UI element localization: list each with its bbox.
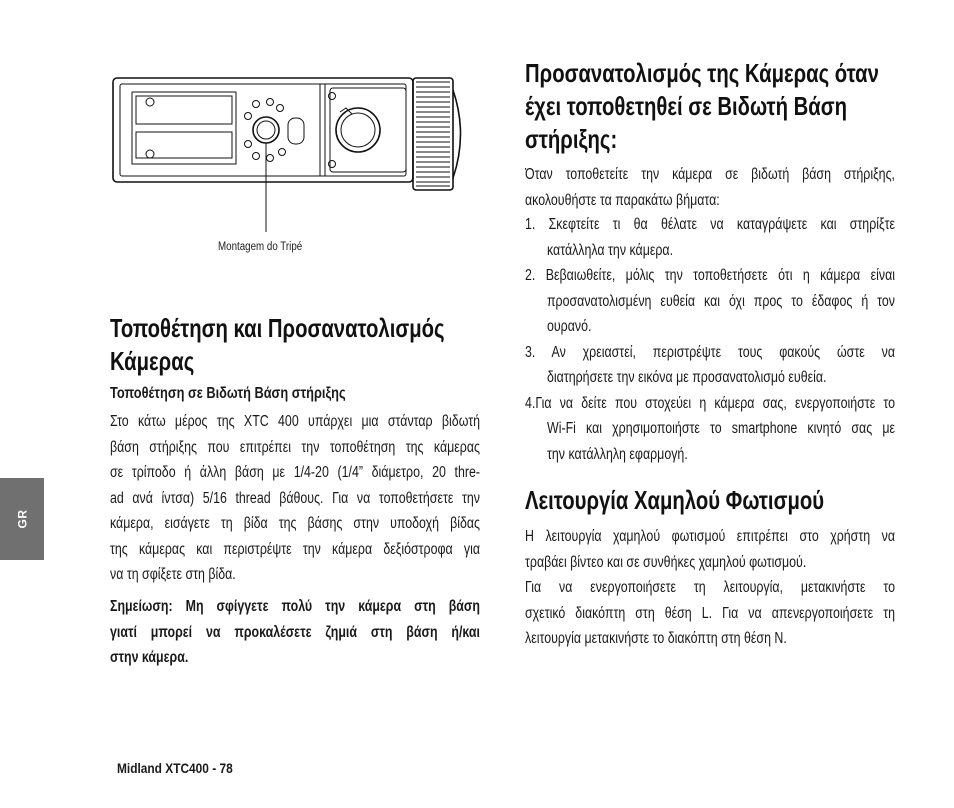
heading-line: Κάμερας xyxy=(110,346,195,376)
orientation-steps-list xyxy=(525,212,895,467)
paragraph-line: Όταν τοποθετείτε την κάμερα σε βιδωτή βάση στήριξης, xyxy=(525,166,895,183)
paragraph-line: ακολουθήστε τα παρακάτω βήματα: xyxy=(525,191,720,209)
paragraph-line: να τη σφίξετε στη βίδα. xyxy=(110,566,236,583)
note-line: γιατί μπορεί να προκαλέσετε ζημιά στη βάση ή/και xyxy=(110,623,480,641)
camera-tripod-mount-diagram xyxy=(110,72,470,254)
list-item: 2. Βεβαιωθείτε, μόλις την τοποθετήσετε ότι η κάμερα είναι xyxy=(525,267,895,284)
list-item-continuation: προσανατολισμένη ευθεία και όχι προς το έδαφος ή τον xyxy=(547,292,895,310)
list-item-continuation: Wi-Fi και χρησιμοποιήστε το smartphone κινητό σας με xyxy=(547,420,895,437)
list-item: 3. Αν χρειαστεί, περιστρέψτε τους φακούς ώστε να xyxy=(525,343,895,361)
figure-caption: Montagem do Tripé xyxy=(218,241,303,253)
section-heading-mounting xyxy=(110,312,445,378)
heading-line: Τοποθέτηση και Προσανατολισμός xyxy=(110,313,445,343)
paragraph-line: ad ανά ίντσα) 5/16 thread βάθους. Για να τοποθετήσετε την xyxy=(110,489,480,507)
paragraph-line: Για να ενεργοποιήσετε τη λειτουργία, μετακινήστε το xyxy=(525,579,895,596)
orientation-intro xyxy=(525,162,895,213)
language-tab xyxy=(0,478,44,560)
subheading-screw-mount: Τοποθέτηση σε Βιδωτή Βάση στήριξης xyxy=(110,385,346,402)
note-line: στην κάμερα. xyxy=(110,649,189,666)
low-light-paragraph xyxy=(525,524,895,652)
list-item-continuation: ουρανό. xyxy=(547,318,592,335)
paragraph-line: βάση στήριξης που επιτρέπει την τοποθέτηση της κάμερας xyxy=(110,438,480,456)
list-item-continuation: κατάλληλα την κάμερα. xyxy=(547,241,674,259)
heading-line: στήριξης: xyxy=(525,124,618,154)
paragraph-line: λειτουργία μετακινήστε το διακόπτη στη θέση N. xyxy=(525,630,787,647)
list-item-continuation: την κατάλληλη εφαρμογή. xyxy=(547,445,688,463)
list-item-continuation: διατηρήσετε την εικόνα με προσανατολισμό ευθεία. xyxy=(547,369,827,386)
heading-line: έχει τοποθετηθεί σε Βιδωτή Βάση xyxy=(525,91,847,121)
list-item: 4.Για να δείτε που στοχεύει η κάμερα σας, ενεργοποιήστε το xyxy=(525,394,895,412)
list-item: 1. Σκεφτείτε τι θα θέλατε να καταγράψετε και στηρίξτε xyxy=(525,216,895,233)
paragraph-line: σε τρίποδο ή άλλη βάση με 1/4-20 (1/4” διάμετρο, 20 thre- xyxy=(110,464,480,481)
paragraph-line: Στο κάτω μέρος της XTC 400 υπάρχει μια στάνταρ βιδωτή xyxy=(110,413,480,430)
section-heading-low-light: Λειτουργία Χαμηλού Φωτισμού xyxy=(525,485,825,515)
page-footer: Midland XTC400 - 78 xyxy=(117,760,233,776)
paragraph-line: της κάμερας και περιστρέψτε την κάμερα δεξιόστροφα για xyxy=(110,540,480,558)
note-line: Σημείωση: Μη σφίγγετε πολύ την κάμερα στη βάση xyxy=(110,598,480,615)
warning-note xyxy=(110,594,480,671)
mounting-paragraph xyxy=(110,409,480,588)
section-heading-orientation xyxy=(525,57,879,156)
language-tab-label: GR xyxy=(15,509,29,529)
paragraph-line: Η λειτουργία χαμηλού φωτισμού επιτρέπει στο χρήστη να xyxy=(525,528,895,545)
paragraph-line: τραβάει βίντεο και σε συνθήκες χαμηλού φωτισμού. xyxy=(525,553,807,571)
paragraph-line: σχετικό διακόπτη στη θέση L. Για να απενεργοποιήσετε τη xyxy=(525,604,895,622)
paragraph-line: κάμερα, εισάγετε τη βίδα της βάσης στην υποδοχή βίδας xyxy=(110,515,480,532)
heading-line: Προσανατολισμός της Κάμερας όταν xyxy=(525,58,879,88)
